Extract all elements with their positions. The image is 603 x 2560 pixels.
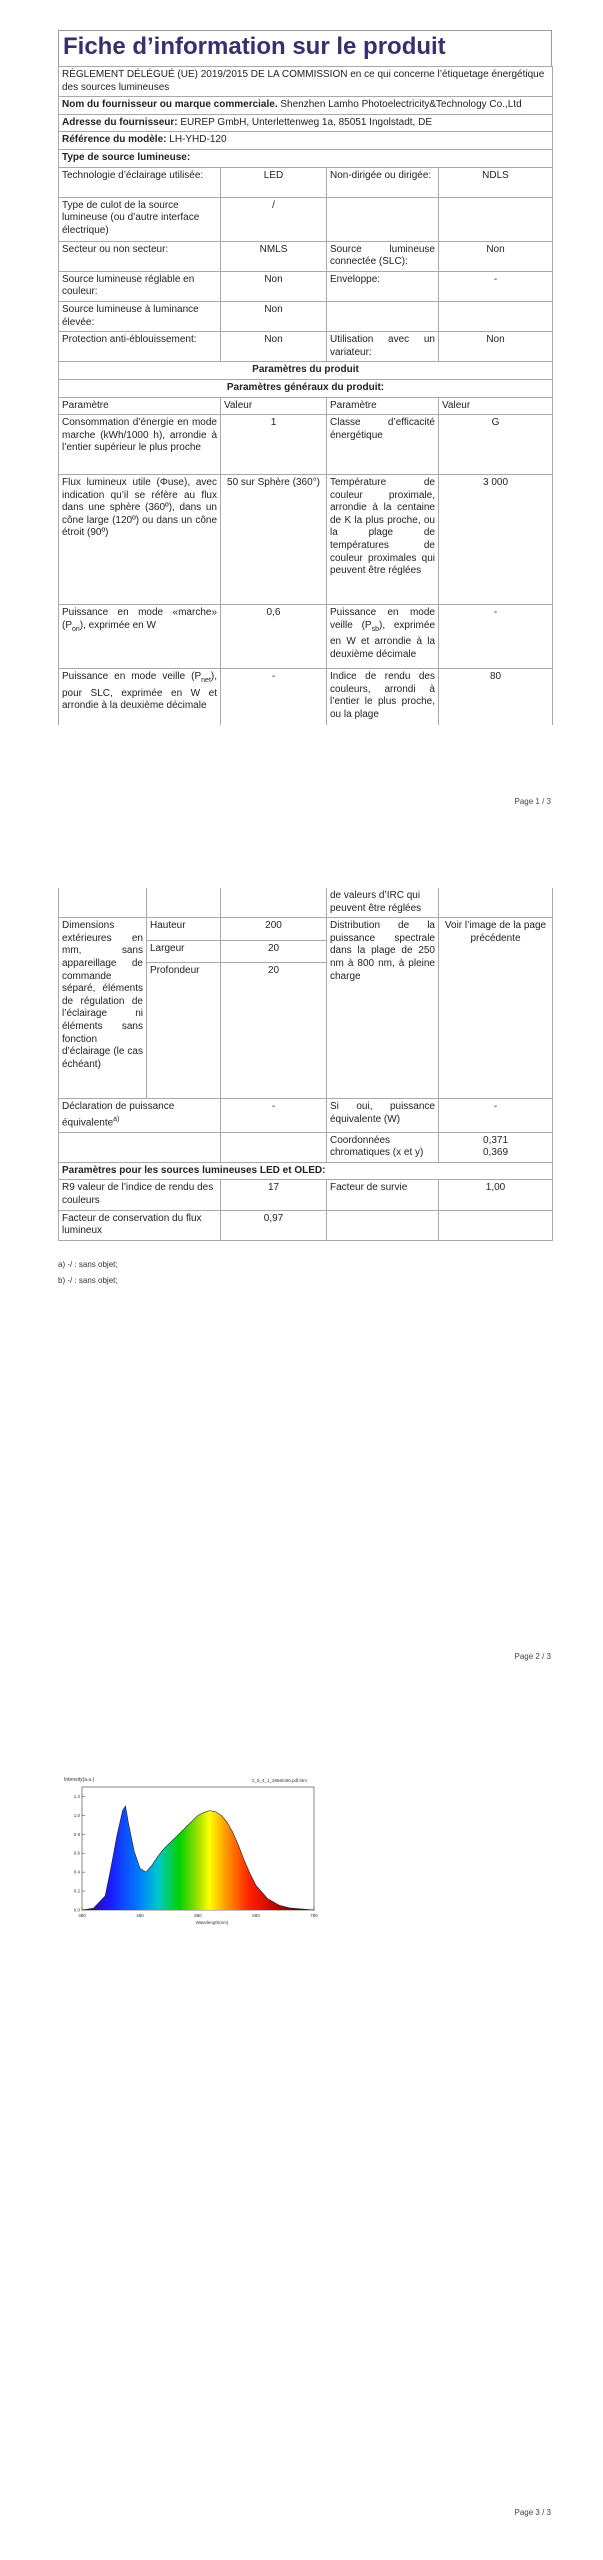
column-header-row (59, 397, 553, 415)
chart-ylabel: Intensity(a.u.) (64, 1777, 95, 1783)
general-param: Puissance en mode «marche» $(P_{on})$, exprimée en W (59, 605, 221, 669)
led-row (59, 1180, 553, 1210)
y-tick-label: 0.8 (73, 1831, 80, 1837)
type-row (59, 241, 553, 271)
supplier-name-value: Shenzhen Lamho Photoelectricity&Technology Co.,Ltd (280, 99, 522, 111)
continued-text: de valeurs d’IRC qui peuvent être réglées (327, 888, 439, 918)
led-param (327, 1210, 439, 1240)
x-tick-label: 780 (310, 1913, 318, 1918)
type-value: LED (221, 167, 327, 197)
y-tick-label: 0.6 (73, 1850, 80, 1856)
supplier-address-row (59, 114, 553, 132)
dimension-name: Hauteur (147, 918, 221, 941)
type-param: Secteur ou non secteur: (59, 241, 221, 271)
declaration-param: Déclaration de puissance équivalente$^{a)}$ (59, 1099, 221, 1133)
dimension-value: 20 (221, 940, 327, 963)
y-tick-label: 0.0 (73, 1907, 80, 1913)
general-param: Température de couleur proximale, arrondie à la centaine de K la plus proche, ou la plage de températures de couleur proximales qui peuvent être réglées (327, 475, 439, 605)
led-param: Facteur de survie (327, 1180, 439, 1210)
dimension-value: 20 (221, 963, 327, 1099)
page-number: Page 2 / 3 (514, 1652, 551, 1661)
general-row (59, 475, 553, 605)
general-value: 80 (439, 669, 553, 725)
declaration-row (59, 1099, 553, 1133)
page-number: Page 3 / 3 (514, 2508, 551, 2517)
declaration-param: Si oui, puissance équivalente (W) (327, 1099, 439, 1133)
y-tick-label: 0.2 (73, 1888, 80, 1894)
type-value: NDLS (439, 167, 553, 197)
led-value: 17 (221, 1180, 327, 1210)
page-1 (0, 0, 603, 840)
footnote: a) -/ : sans objet; (58, 1260, 118, 1269)
led-param: Facteur de conservation du flux lumineux (59, 1210, 221, 1240)
x-tick-label: 380 (78, 1913, 86, 1918)
type-row (59, 197, 553, 241)
led-value: 0,97 (221, 1210, 327, 1240)
col-header-param: Paramètre (327, 397, 439, 415)
led-value: 1,00 (439, 1180, 553, 1210)
type-param: Non-dirigée ou dirigée: (327, 167, 439, 197)
type-param: Technologie d’éclairage utilisée: (59, 167, 221, 197)
type-param: Utilisation avec un variateur: (327, 332, 439, 362)
supplier-name-row (59, 97, 553, 115)
y-tick-label: 1.2 (73, 1793, 80, 1799)
x-tick-label: 680 (252, 1913, 260, 1918)
page-2 (0, 840, 603, 1680)
footnote: b) -/ : sans objet; (58, 1276, 118, 1285)
general-value: 1 (221, 415, 327, 475)
chart-legend: 2_5_4_1_2856m00.pdf.htm (252, 1778, 308, 1783)
led-section-heading: Paramètres pour les sources lumineuses LED et OLED: (59, 1162, 553, 1180)
type-value: Non (439, 332, 553, 362)
chroma-value: 0,371 0,369 (439, 1132, 553, 1162)
led-row (59, 1210, 553, 1240)
type-row (59, 271, 553, 301)
chart-xlabel: Wavelength(nm) (195, 1920, 229, 1925)
reglement-text: RÈGLEMENT DÉLÉGUÉ (UE) 2019/2015 DE LA COMMISSION en ce qui concerne l’étiquetage énergétique des sources lumineuses (59, 67, 553, 97)
type-value: - (439, 271, 553, 301)
type-param: Source lumineuse à luminance élevée: (59, 301, 221, 331)
title-box (58, 30, 552, 66)
type-param (327, 301, 439, 331)
general-value: 0,6 (221, 605, 327, 669)
led-param: R9 valeur de l’indice de rendu des couleurs (59, 1180, 221, 1210)
general-param: Puissance en mode veille $(P_{net})$, pour SLC, exprimée en W et arrondie à la deuxième décimale (59, 669, 221, 725)
type-row (59, 167, 553, 197)
general-param: Indice de rendu des couleurs, arrondi à l’entier le plus proche, ou la plage (327, 669, 439, 725)
y-tick-label: 0.4 (73, 1869, 80, 1875)
spectrum-chart (62, 1775, 324, 1926)
type-value (439, 197, 553, 241)
type-value: Non (221, 271, 327, 301)
general-param: Classe d’efficacité énergétique (327, 415, 439, 475)
general-param: Flux lumineux utile (Φuse), avec indication qu’il se réfère au flux dans une sphère (360º), dans un cône large (120º) ou dans un cône étroit (90º) (59, 475, 221, 605)
info-table-continued (58, 888, 553, 1241)
type-param: Protection anti-éblouissement: (59, 332, 221, 362)
type-param: Enveloppe: (327, 271, 439, 301)
col-header-value: Valeur (439, 397, 553, 415)
supplier-address-label: Adresse du fournisseur: (62, 116, 178, 128)
type-value: Non (221, 332, 327, 362)
type-value: NMLS (221, 241, 327, 271)
spectral-value: Voir l’image de la page précédente (439, 918, 553, 1099)
general-value: 50 sur Sphère (360°) (221, 475, 327, 605)
spectral-param: Distribution de la puissance spectrale dans la plage de 250 nm à 800 nm, à pleine charge (327, 918, 439, 1099)
y-tick-label: 1.0 (73, 1812, 80, 1818)
declaration-value: - (439, 1099, 553, 1133)
general-row (59, 605, 553, 669)
dimensions-label: Dimensions extérieures en mm, sans appareillage de commande séparé, éléments de régulation de l’éclairage ni éléments sans fonction d’éclairage (le cas échéant) (59, 918, 147, 1099)
x-tick-label: 580 (194, 1913, 202, 1918)
type-section-heading: Type de source lumineuse: (59, 149, 553, 167)
col-header-param: Paramètre (59, 397, 221, 415)
model-row (59, 132, 553, 150)
type-value: Non (221, 301, 327, 331)
general-param: Consommation d’énergie en mode marche (kWh/1000 h), arrondie à l’entier supérieur le plus proche (59, 415, 221, 475)
dimensions-row (59, 918, 553, 941)
general-section-heading: Paramètres généraux du produit: (59, 379, 553, 397)
continued-row (59, 888, 553, 918)
general-value: 3 000 (439, 475, 553, 605)
type-value: / (221, 197, 327, 241)
type-value: Non (439, 241, 553, 271)
page-number: Page 1 / 3 (514, 797, 551, 806)
chroma-param: Coordonnées chromatiques (x et y) (327, 1132, 439, 1162)
supplier-address-value: EUREP GmbH, Unterlettenweg 1a, 85051 Ingolstadt, DE (180, 116, 432, 128)
supplier-name-label: Nom du fournisseur ou marque commerciale. (62, 99, 278, 111)
col-header-value: Valeur (221, 397, 327, 415)
type-row (59, 332, 553, 362)
dimension-value: 200 (221, 918, 327, 941)
type-param: Source lumineuse réglable en couleur: (59, 271, 221, 301)
general-row (59, 669, 553, 725)
type-param (327, 197, 439, 241)
page-title: Fiche d’information sur le produit (63, 33, 446, 60)
page-3 (0, 1680, 603, 2560)
dimension-name: Profondeur (147, 963, 221, 1099)
params-section-heading: Paramètres du produit (59, 362, 553, 380)
led-value (439, 1210, 553, 1240)
general-value: G (439, 415, 553, 475)
general-value: - (439, 605, 553, 669)
general-row (59, 415, 553, 475)
type-row (59, 301, 553, 331)
general-value: - (221, 669, 327, 725)
type-param: Source lumineuse connectée (SLC): (327, 241, 439, 271)
general-param: Puissance en mode veille $(P_{sb})$, exprimée en W et arrondie à la deuxième décimale (327, 605, 439, 669)
type-value (439, 301, 553, 331)
type-param: Type de culot de la source lumineuse (ou d’autre interface électrique) (59, 197, 221, 241)
chroma-row (59, 1132, 553, 1162)
declaration-value: - (221, 1099, 327, 1133)
dimension-name: Largeur (147, 940, 221, 963)
info-table (58, 66, 553, 725)
x-tick-label: 480 (136, 1913, 144, 1918)
model-label: Référence du modèle: (62, 134, 167, 146)
spectrum-svg (62, 1775, 324, 1926)
model-value: LH-YHD-120 (169, 134, 227, 146)
